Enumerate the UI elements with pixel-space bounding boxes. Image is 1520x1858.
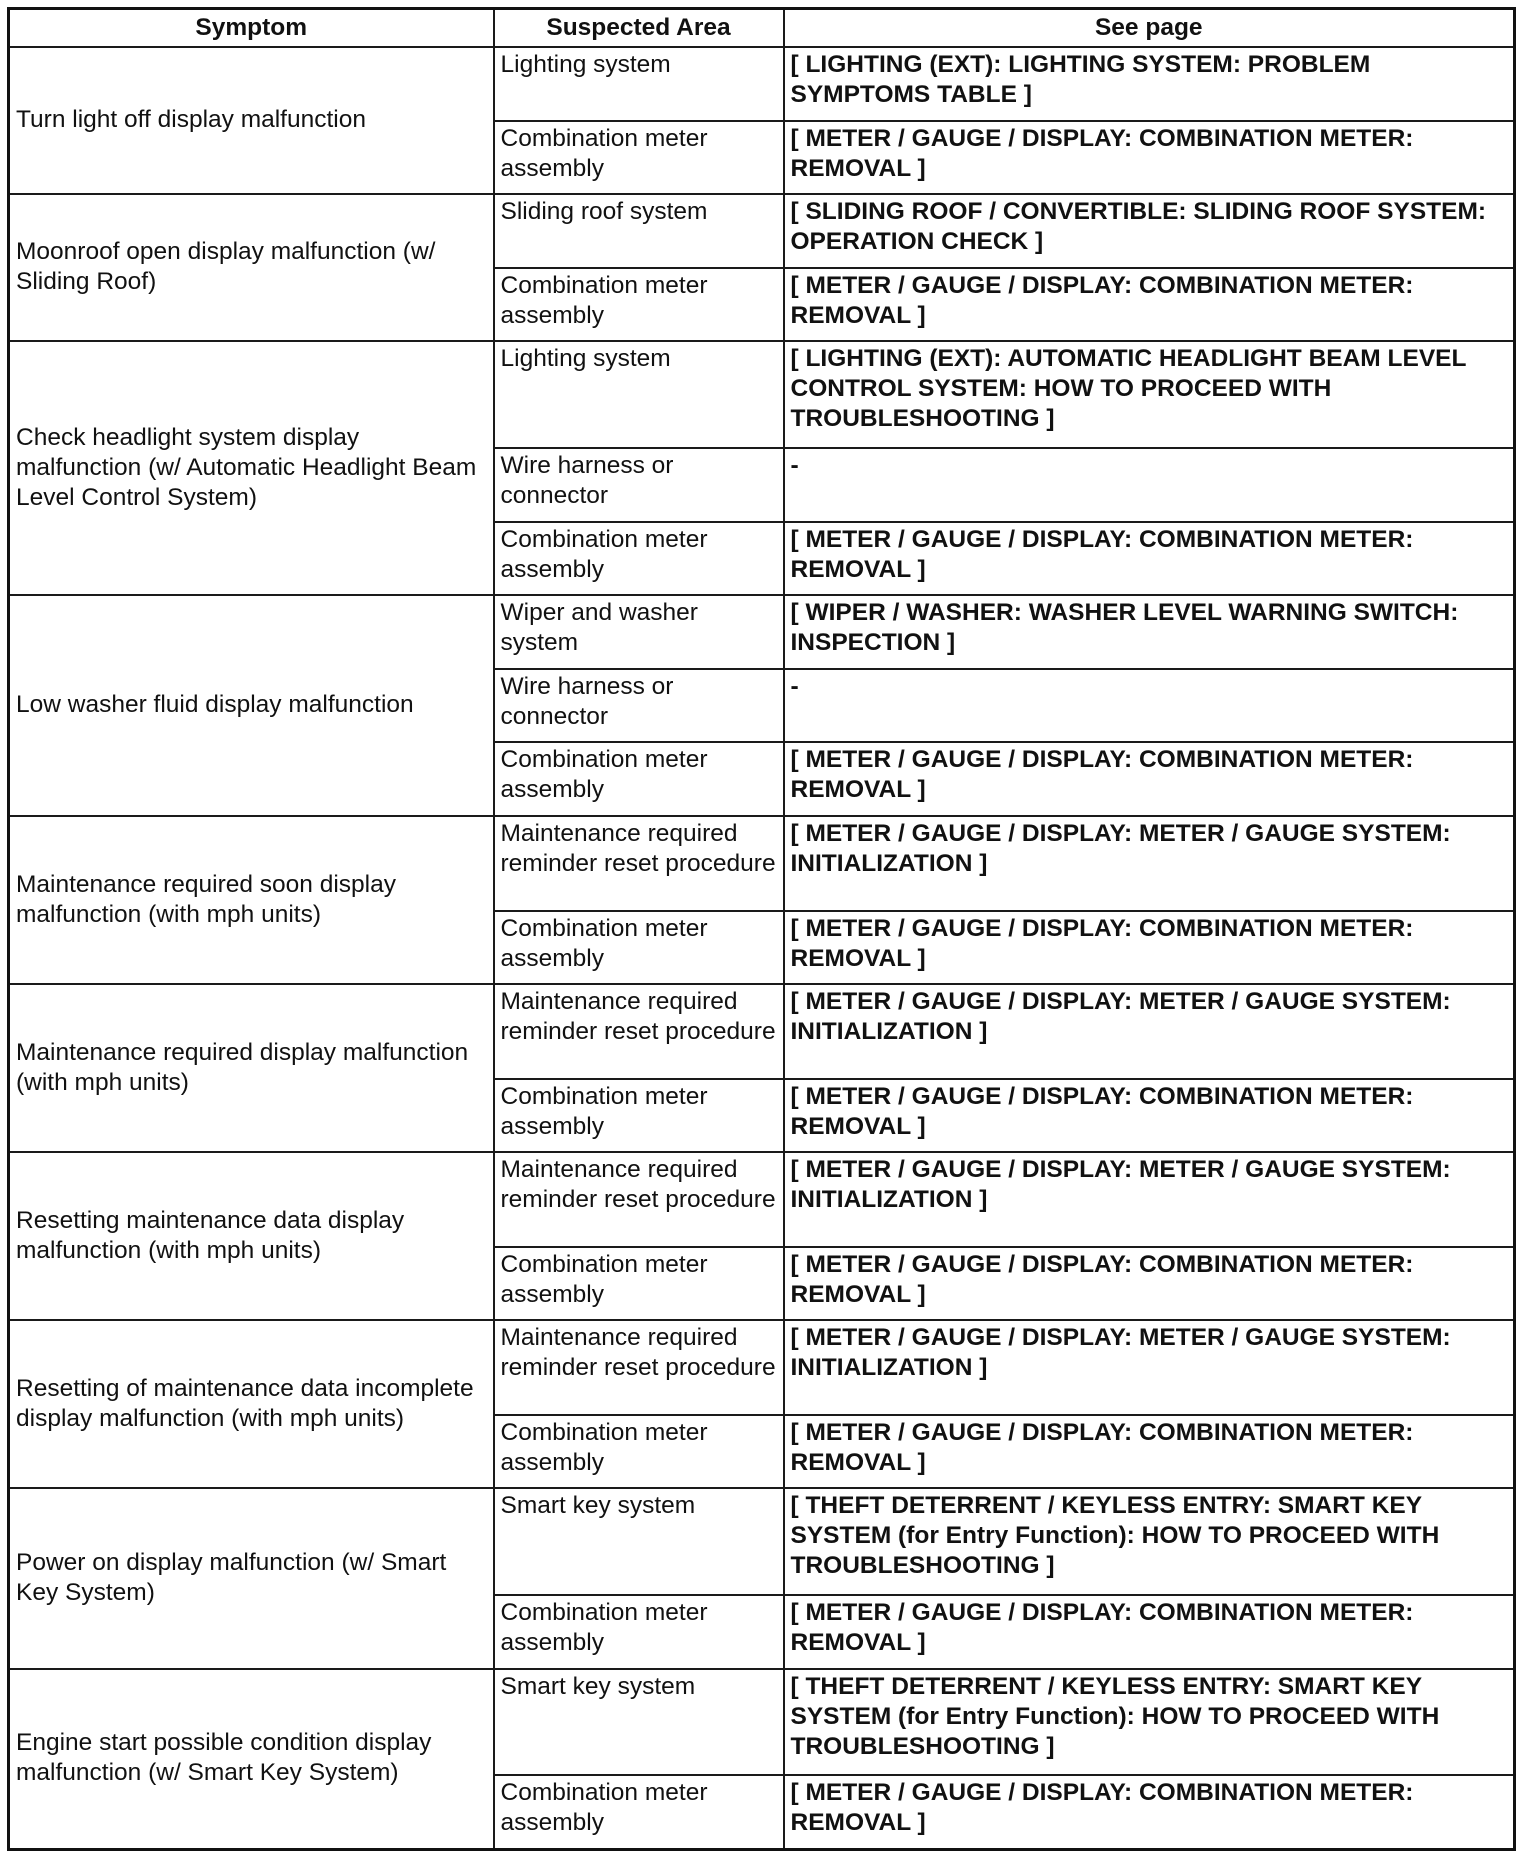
suspected-area-cell: Combination meter assembly <box>494 1595 784 1669</box>
see-page-reference-cell: [ METER / GAUGE / DISPLAY: COMBINATION METER: REMOVAL ] <box>784 121 1515 195</box>
suspected-area-cell: Maintenance required reminder reset procedure <box>494 1320 784 1414</box>
table-row <box>9 595 1515 669</box>
table-row <box>9 1669 1515 1776</box>
suspected-area-cell: Combination meter assembly <box>494 742 784 816</box>
table-row <box>9 1488 1515 1595</box>
see-page-reference-cell: [ METER / GAUGE / DISPLAY: COMBINATION METER: REMOVAL ] <box>784 1415 1515 1489</box>
see-page-reference-cell: [ METER / GAUGE / DISPLAY: COMBINATION METER: REMOVAL ] <box>784 1775 1515 1849</box>
symptom-cell: Resetting maintenance data display malfunction (with mph units) <box>9 1152 494 1320</box>
suspected-area-cell: Smart key system <box>494 1669 784 1776</box>
suspected-area-cell: Wiper and washer system <box>494 595 784 669</box>
symptom-cell: Maintenance required display malfunction (with mph units) <box>9 984 494 1152</box>
see-page-reference-cell: [ LIGHTING (EXT): AUTOMATIC HEADLIGHT BEAM LEVEL CONTROL SYSTEM: HOW TO PROCEED WITH TROUBLESHOOTING ] <box>784 341 1515 448</box>
suspected-area-cell: Wire harness or connector <box>494 448 784 522</box>
table-row <box>9 47 1515 121</box>
symptom-cell: Moonroof open display malfunction (w/ Sliding Roof) <box>9 194 494 341</box>
see-page-reference-cell: [ METER / GAUGE / DISPLAY: METER / GAUGE SYSTEM: INITIALIZATION ] <box>784 1152 1515 1246</box>
table-row <box>9 1152 1515 1246</box>
symptom-cell: Turn light off display malfunction <box>9 47 494 194</box>
table-body <box>9 47 1515 1850</box>
symptom-cell: Maintenance required soon display malfunction (with mph units) <box>9 816 494 984</box>
see-page-reference-cell: [ THEFT DETERRENT / KEYLESS ENTRY: SMART KEY SYSTEM (for Entry Function): HOW TO PROCEED WITH TROUBLESHOOTING ] <box>784 1488 1515 1595</box>
suspected-area-cell: Combination meter assembly <box>494 1247 784 1321</box>
see-page-reference-cell: [ THEFT DETERRENT / KEYLESS ENTRY: SMART KEY SYSTEM (for Entry Function): HOW TO PROCEED WITH TROUBLESHOOTING ] <box>784 1669 1515 1776</box>
header-row <box>9 9 1515 48</box>
see-page-reference-cell: [ METER / GAUGE / DISPLAY: COMBINATION METER: REMOVAL ] <box>784 522 1515 596</box>
see-page-reference-cell: [ METER / GAUGE / DISPLAY: COMBINATION METER: REMOVAL ] <box>784 911 1515 985</box>
symptom-cell: Engine start possible condition display malfunction (w/ Smart Key System) <box>9 1669 494 1850</box>
symptom-cell: Power on display malfunction (w/ Smart Key System) <box>9 1488 494 1668</box>
see-page-reference-cell: [ METER / GAUGE / DISPLAY: COMBINATION METER: REMOVAL ] <box>784 742 1515 816</box>
suspected-area-cell: Combination meter assembly <box>494 911 784 985</box>
see-page-reference-cell: [ WIPER / WASHER: WASHER LEVEL WARNING SWITCH: INSPECTION ] <box>784 595 1515 669</box>
see-page-reference-cell: [ METER / GAUGE / DISPLAY: COMBINATION METER: REMOVAL ] <box>784 1595 1515 1669</box>
suspected-area-cell: Maintenance required reminder reset procedure <box>494 816 784 910</box>
see-page-reference-cell: - <box>784 669 1515 743</box>
suspected-area-cell: Maintenance required reminder reset procedure <box>494 984 784 1078</box>
see-page-reference-cell: [ METER / GAUGE / DISPLAY: METER / GAUGE SYSTEM: INITIALIZATION ] <box>784 816 1515 910</box>
see-page-reference-cell: [ METER / GAUGE / DISPLAY: COMBINATION METER: REMOVAL ] <box>784 268 1515 342</box>
see-page-reference-cell: [ SLIDING ROOF / CONVERTIBLE: SLIDING ROOF SYSTEM: OPERATION CHECK ] <box>784 194 1515 268</box>
problem-symptoms-table <box>7 7 1516 1851</box>
column-header-see-page: See page <box>784 9 1515 48</box>
table-row <box>9 984 1515 1078</box>
table-row <box>9 816 1515 910</box>
suspected-area-cell: Combination meter assembly <box>494 1415 784 1489</box>
table-row <box>9 194 1515 268</box>
column-header-suspected-area: Suspected Area <box>494 9 784 48</box>
see-page-reference-cell: [ METER / GAUGE / DISPLAY: COMBINATION METER: REMOVAL ] <box>784 1079 1515 1153</box>
suspected-area-cell: Combination meter assembly <box>494 268 784 342</box>
table-row <box>9 1320 1515 1414</box>
see-page-reference-cell: [ METER / GAUGE / DISPLAY: METER / GAUGE SYSTEM: INITIALIZATION ] <box>784 984 1515 1078</box>
suspected-area-cell: Combination meter assembly <box>494 522 784 596</box>
table-row <box>9 341 1515 448</box>
see-page-reference-cell: [ LIGHTING (EXT): LIGHTING SYSTEM: PROBLEM SYMPTOMS TABLE ] <box>784 47 1515 121</box>
see-page-reference-cell: [ METER / GAUGE / DISPLAY: COMBINATION METER: REMOVAL ] <box>784 1247 1515 1321</box>
suspected-area-cell: Combination meter assembly <box>494 1775 784 1849</box>
symptom-cell: Low washer fluid display malfunction <box>9 595 494 816</box>
suspected-area-cell: Combination meter assembly <box>494 1079 784 1153</box>
see-page-reference-cell: - <box>784 448 1515 522</box>
suspected-area-cell: Smart key system <box>494 1488 784 1595</box>
suspected-area-cell: Maintenance required reminder reset procedure <box>494 1152 784 1246</box>
suspected-area-cell: Lighting system <box>494 47 784 121</box>
symptom-cell: Check headlight system display malfunction (w/ Automatic Headlight Beam Level Control System) <box>9 341 494 595</box>
suspected-area-cell: Wire harness or connector <box>494 669 784 743</box>
see-page-reference-cell: [ METER / GAUGE / DISPLAY: METER / GAUGE SYSTEM: INITIALIZATION ] <box>784 1320 1515 1414</box>
suspected-area-cell: Combination meter assembly <box>494 121 784 195</box>
suspected-area-cell: Lighting system <box>494 341 784 448</box>
symptom-cell: Resetting of maintenance data incomplete display malfunction (with mph units) <box>9 1320 494 1488</box>
suspected-area-cell: Sliding roof system <box>494 194 784 268</box>
column-header-symptom: Symptom <box>9 9 494 48</box>
